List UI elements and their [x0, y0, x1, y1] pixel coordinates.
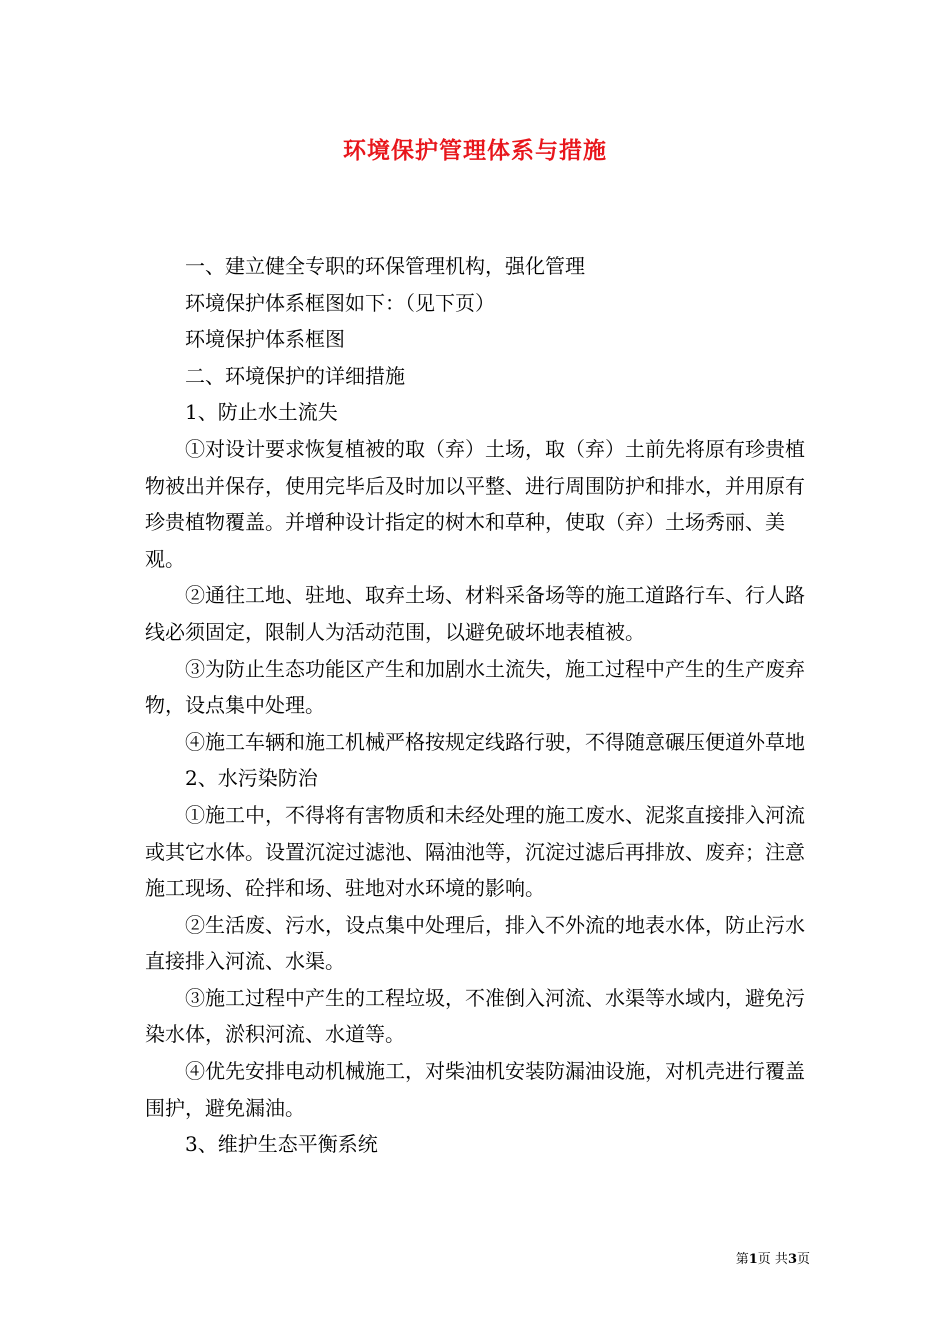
footer-suffix: 页: [796, 1252, 810, 1267]
paragraph: 一、建立健全专职的环保管理机构，强化管理: [185, 254, 585, 278]
paragraph: 环境保护体系框图: [185, 327, 345, 352]
paragraph: ④优先安排电动机械施工，对柴油机安装防漏油设施，对机壳进行覆盖围护，避免漏油。: [145, 1059, 805, 1120]
document-title: 环境保护管理体系与措施: [343, 137, 607, 164]
paragraph: ③为防止生态功能区产生和加剧水土流失，施工过程中产生的生产废弃物，设点集中处理。: [145, 656, 805, 718]
paragraph: ④施工车辆和施工机械严格按规定线路行驶，不得随意碾压便道外草地: [185, 729, 805, 754]
paragraph: ②通往工地、驻地、取弃土场、材料采备场等的施工道路行车、行人路线必须固定，限制人为活动范围，以避免破坏地表植被。: [145, 583, 805, 644]
paragraph: ③施工过程中产生的工程垃圾，不准倒入河流、水渠等水域内，避免污染水体，淤积河流、水道等。: [145, 985, 805, 1047]
paragraph: 3、维护生态平衡系统: [185, 1132, 378, 1157]
paragraph: 环境保护体系框图如下：（见下页）: [185, 290, 495, 315]
footer-middle: 页 共: [757, 1252, 788, 1267]
total-pages-number: 3: [787, 1252, 797, 1267]
current-page-number: 1: [748, 1252, 758, 1267]
paragraph: ①施工中，不得将有害物质和未经处理的施工废水、泥浆直接排入河流或其它水体。设置沉淀过滤池、隔油池等，沉淀过滤后再排放、废弃；注意施工现场、砼拌和场、驻地对水环境的影响。: [145, 802, 805, 901]
paragraph: 2、水污染防治: [185, 766, 318, 791]
paragraph: ①对设计要求恢复植被的取（弃）土场，取（弃）土前先将原有珍贵植物被出并保存，使用完毕后及时加以平整、进行周围防护和排水，并用原有珍贵植物覆盖。并增种设计指定的树木和草种，使取（弃）土场秀丽、美观。: [145, 436, 805, 571]
page-footer: [736, 1248, 810, 1267]
document-body: [145, 248, 813, 1163]
footer-prefix: 第: [735, 1252, 749, 1267]
paragraph: ②生活废、污水，设点集中处理后，排入不外流的地表水体，防止污水直接排入河流、水渠。: [145, 912, 805, 974]
paragraph: 1、防止水土流失: [185, 400, 338, 425]
paragraph: 二、环境保护的详细措施: [185, 363, 405, 388]
